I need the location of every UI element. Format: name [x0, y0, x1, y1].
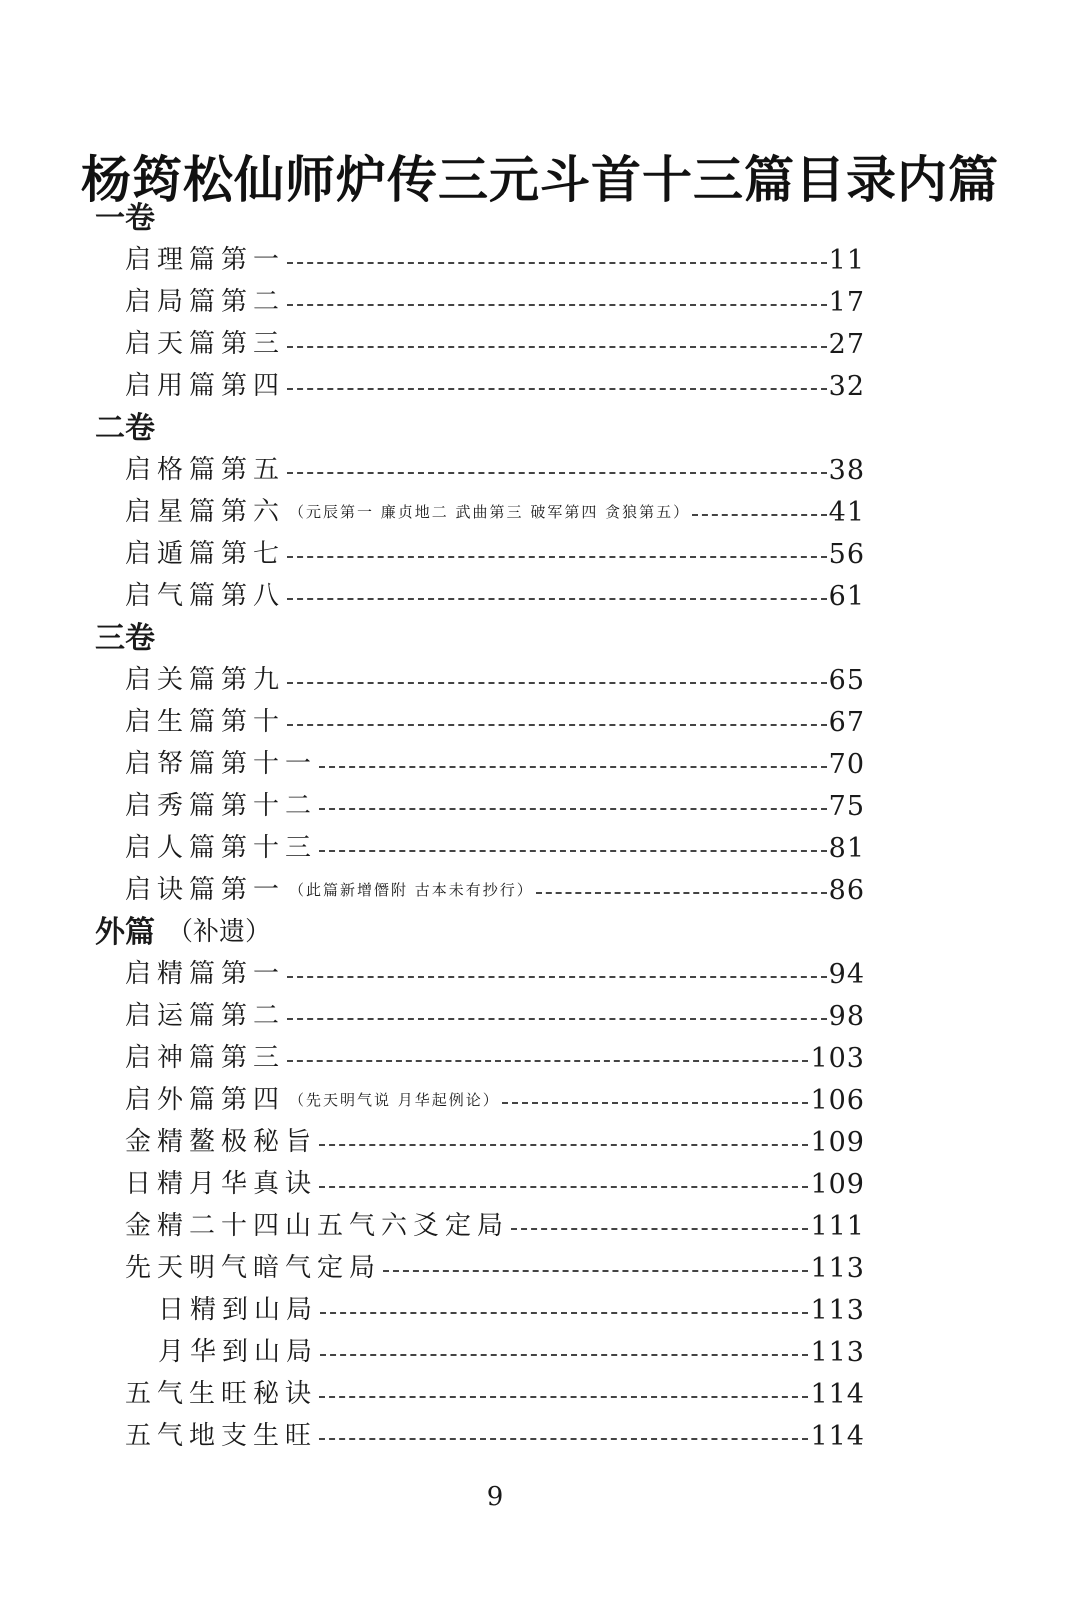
entry-page-number: 114	[810, 1421, 865, 1452]
entry-title: 五气生旺秘诀	[125, 1379, 318, 1409]
entry-title: 启外篇第四	[125, 1085, 286, 1115]
dotted-leader	[502, 1102, 809, 1104]
entry-title: 启精篇第一	[125, 959, 286, 989]
toc-entry[interactable]	[125, 953, 865, 996]
entry-page-number: 94	[828, 959, 865, 990]
entry-page-number: 27	[828, 329, 865, 360]
dotted-leader	[287, 1018, 827, 1020]
dotted-leader	[692, 514, 827, 516]
entry-title: 启天篇第三	[125, 329, 286, 359]
toc-entry[interactable]	[125, 449, 865, 492]
toc-section-heading	[95, 617, 155, 660]
entry-title: 启帑篇第十一	[125, 749, 318, 779]
toc-section-heading	[95, 197, 155, 240]
toc-entry[interactable]	[125, 1373, 865, 1416]
entry-title: 启人篇第十三	[125, 833, 318, 863]
section-label: 二卷	[95, 411, 155, 446]
entry-title: 先天明气暗气定局	[125, 1253, 382, 1283]
toc-entry[interactable]	[125, 701, 865, 744]
dotted-leader	[320, 1312, 808, 1314]
entry-title: 五气地支生旺	[125, 1421, 318, 1451]
toc-entry[interactable]	[125, 827, 865, 870]
section-label: 三卷	[95, 621, 155, 656]
dotted-leader	[320, 1354, 808, 1356]
dotted-leader	[383, 1270, 808, 1272]
entry-title: 启用篇第四	[125, 371, 286, 401]
toc-entry[interactable]	[125, 1247, 865, 1290]
toc-entry[interactable]	[125, 785, 865, 828]
toc-entry[interactable]	[125, 1415, 865, 1458]
entry-title: 启理篇第一	[125, 245, 286, 275]
entry-page-number: 75	[828, 791, 865, 822]
dotted-leader	[287, 1060, 808, 1062]
entry-title: 启气篇第八	[125, 581, 286, 611]
entry-page-number: 41	[828, 497, 865, 528]
entry-title: 启运篇第二	[125, 1001, 286, 1031]
entry-title: 金精鳌极秘旨	[125, 1127, 318, 1157]
toc-entry[interactable]	[125, 575, 865, 618]
entry-page-number: 109	[810, 1169, 865, 1200]
toc-entry[interactable]	[125, 1121, 865, 1164]
toc-entry[interactable]	[125, 1205, 865, 1248]
dotted-leader	[287, 304, 827, 306]
entry-title: 启遁篇第七	[125, 539, 286, 569]
entry-page-number: 56	[828, 539, 865, 570]
entry-title: 月华到山局	[158, 1337, 319, 1367]
entry-page-number: 98	[828, 1001, 865, 1032]
dotted-leader	[319, 808, 827, 810]
dotted-leader	[287, 598, 827, 600]
entry-page-number: 111	[810, 1211, 865, 1242]
entry-page-number: 114	[810, 1379, 865, 1410]
toc-section-heading	[95, 407, 155, 450]
entry-page-number: 32	[828, 371, 865, 402]
toc-entry[interactable]	[158, 1289, 865, 1332]
dotted-leader	[319, 850, 827, 852]
entry-page-number: 17	[828, 287, 865, 318]
dotted-leader	[287, 388, 827, 390]
dotted-leader	[319, 1396, 808, 1398]
toc-entry[interactable]	[125, 869, 865, 912]
entry-page-number: 113	[810, 1295, 865, 1326]
toc-entry[interactable]	[125, 239, 865, 282]
entry-page-number: 65	[828, 665, 865, 696]
entry-page-number: 38	[828, 455, 865, 486]
entry-page-number: 67	[828, 707, 865, 738]
toc-entry[interactable]	[125, 281, 865, 324]
toc-entry[interactable]	[125, 1037, 865, 1080]
dotted-leader	[287, 724, 827, 726]
toc-entry[interactable]	[125, 491, 865, 534]
entry-page-number: 103	[810, 1043, 865, 1074]
section-note: （补遗）	[167, 917, 272, 947]
toc-entry[interactable]	[125, 365, 865, 408]
entry-title: 启诀篇第一	[125, 875, 286, 905]
dotted-leader	[511, 1228, 808, 1230]
toc-entry[interactable]	[125, 533, 865, 576]
page-title: 杨筠松仙师炉传三元斗首十三篇目录内篇	[81, 151, 999, 209]
dotted-leader	[287, 556, 827, 558]
toc-entry[interactable]	[125, 1079, 865, 1122]
dotted-leader	[319, 1144, 808, 1146]
dotted-leader	[319, 1186, 808, 1188]
entry-title: 日精月华真诀	[125, 1169, 318, 1199]
toc-entry[interactable]	[158, 1331, 865, 1374]
entry-title: 金精二十四山五气六爻定局	[125, 1211, 510, 1241]
toc-entry[interactable]	[125, 995, 865, 1038]
toc-entry[interactable]	[125, 323, 865, 366]
entry-page-number: 113	[810, 1337, 865, 1368]
entry-page-number: 106	[810, 1085, 865, 1116]
entry-title: 启格篇第五	[125, 455, 286, 485]
toc-entry[interactable]	[125, 1163, 865, 1206]
dotted-leader	[319, 1438, 808, 1440]
entry-page-number: 86	[828, 875, 865, 906]
dotted-leader	[287, 976, 827, 978]
toc-entry[interactable]	[125, 743, 865, 786]
entry-page-number: 70	[828, 749, 865, 780]
entry-page-number: 11	[828, 245, 865, 276]
dotted-leader	[287, 682, 827, 684]
entry-note: （元辰第一 廉贞地二 武曲第三 破军第四 贪狼第五）	[289, 503, 691, 521]
entry-note: （先天明气说 月华起例论）	[289, 1091, 500, 1109]
entry-title: 启局篇第二	[125, 287, 286, 317]
entry-note: （此篇新增僭附 古本未有抄行）	[289, 881, 534, 899]
entry-title: 启生篇第十	[125, 707, 286, 737]
dotted-leader	[287, 472, 827, 474]
dotted-leader	[287, 346, 827, 348]
dotted-leader	[319, 766, 827, 768]
entry-title: 启神篇第三	[125, 1043, 286, 1073]
toc-entry[interactable]	[125, 659, 865, 702]
entry-title: 启关篇第九	[125, 665, 286, 695]
entry-title: 启秀篇第十二	[125, 791, 318, 821]
entry-title: 日精到山局	[158, 1295, 319, 1325]
toc-section-heading	[95, 911, 271, 954]
section-label: 外篇	[95, 915, 155, 950]
entry-page-number: 109	[810, 1127, 865, 1158]
section-label: 一卷	[95, 201, 155, 236]
entry-page-number: 61	[828, 581, 865, 612]
entry-title: 启星篇第六	[125, 497, 286, 527]
entry-page-number: 81	[828, 833, 865, 864]
dotted-leader	[536, 892, 827, 894]
dotted-leader	[287, 262, 827, 264]
entry-page-number: 113	[810, 1253, 865, 1284]
page-number: 9	[486, 1482, 504, 1512]
